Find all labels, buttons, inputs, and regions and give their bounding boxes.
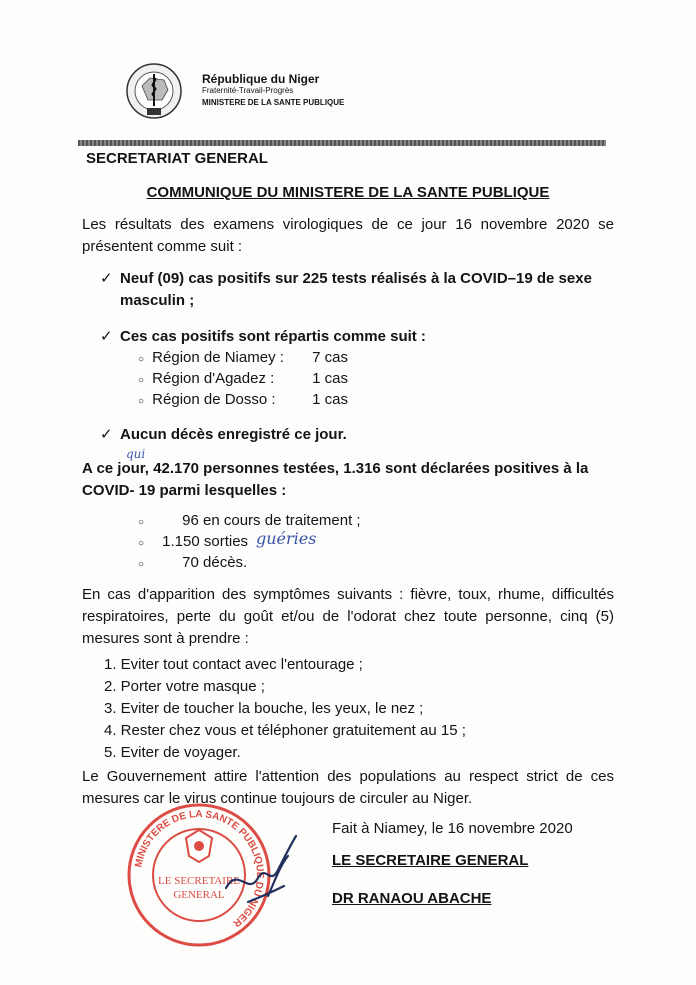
- advice-paragraph: En cas d'apparition des symptômes suivants : fièvre, toux, rhume, difficultés respiratoires, perte du goût et/ou de l'odorat chez toute personne, cinq (5) mesures sont à prendre :: [82, 586, 614, 647]
- intro-paragraph: Les résultats des examens virologiques de ce jour 16 novembre 2020 se présentent comme suit :: [82, 216, 614, 255]
- circle-bullet-icon: ○: [138, 396, 145, 407]
- region-row: ○ Région de Dosso : 1 cas: [138, 391, 349, 408]
- ministry-name: MINISTERE DE LA SANTE PUBLIQUE: [202, 98, 345, 107]
- closing-paragraph: Le Gouvernement attire l'attention des populations au respect strict de ces mesures car le virus continue toujours de circuler au Niger.: [82, 768, 614, 807]
- result-positive-cases: ✓ Neuf (09) cas positifs sur 225 tests réalisés à la COVID–19 de sexe: [100, 268, 592, 290]
- circle-bullet-icon: ○: [138, 375, 145, 386]
- measure-item: 1. Eviter tout contact avec l'entourage ;: [104, 656, 363, 673]
- handwritten-signature: [218, 826, 308, 916]
- cumulative-item: ○ 96 en cours de traitement ;: [138, 512, 361, 529]
- cumulative-item: ○ 1.150 sorties: [138, 533, 249, 550]
- section-label: SECRETARIAT GENERAL: [86, 150, 268, 167]
- country-name: République du Niger: [202, 72, 320, 86]
- national-motto: Fraternité-Travail-Progrès: [202, 86, 294, 95]
- stamp-ring-text: MINISTERE DE LA SANTE PUBLIQUE DU NIGER: [133, 808, 266, 929]
- document-title: COMMUNIQUE DU MINISTERE DE LA SANTE PUBLIQUE: [146, 184, 550, 201]
- measures-list: [104, 654, 466, 764]
- region-row: ○ Région de Niamey : 7 cas: [138, 349, 349, 366]
- cumulative-line: COVID- 19 parmi lesquelles :: [82, 482, 287, 499]
- stamp-center-line: LE SECRETAIRE: [158, 875, 240, 887]
- result-no-deaths: ✓ Aucun décès enregistré ce jour.: [100, 424, 347, 446]
- ministry-logo: [120, 60, 192, 122]
- checkmark-icon: ✓: [100, 328, 113, 345]
- cumulative-item: ○ 70 décès.: [138, 554, 248, 571]
- circle-bullet-icon: ○: [138, 354, 145, 365]
- result-distribution: ✓ Ces cas positifs sont répartis comme suit :: [100, 326, 426, 348]
- cumulative-line: A ce jour, 42.170 personnes testées, 1.316 sont déclarées positives à la: [82, 460, 589, 477]
- measure-item: 3. Eviter de toucher la bouche, les yeux, le nez ;: [104, 700, 424, 717]
- signatory-role: LE SECRETAIRE GENERAL: [332, 852, 529, 869]
- region-row: ○ Région d'Agadez : 1 cas: [138, 370, 349, 387]
- place-date: Fait à Niamey, le 16 novembre 2020: [332, 820, 573, 837]
- handwritten-insert: qui: [126, 447, 146, 461]
- letterhead: [202, 73, 344, 109]
- measure-item: 2. Porter votre masque ;: [104, 678, 265, 695]
- measure-item: 5. Eviter de voyager.: [104, 744, 241, 761]
- measure-item: 4. Rester chez vous et téléphoner gratuitement au 15 ;: [104, 722, 466, 739]
- checkmark-icon: ✓: [100, 270, 113, 287]
- checkmark-icon: ✓: [100, 426, 113, 443]
- header-divider: [78, 140, 606, 146]
- circle-bullet-icon: ○: [138, 559, 145, 570]
- circle-bullet-icon: ○: [138, 538, 145, 549]
- circle-bullet-icon: ○: [138, 517, 145, 528]
- stamp-center-line: GENERAL: [173, 889, 225, 901]
- result-positive-cases-cont: masculin ;: [120, 292, 195, 309]
- handwritten-note: guéries: [256, 529, 317, 548]
- signatory-name: DR RANAOU ABACHE: [332, 890, 492, 907]
